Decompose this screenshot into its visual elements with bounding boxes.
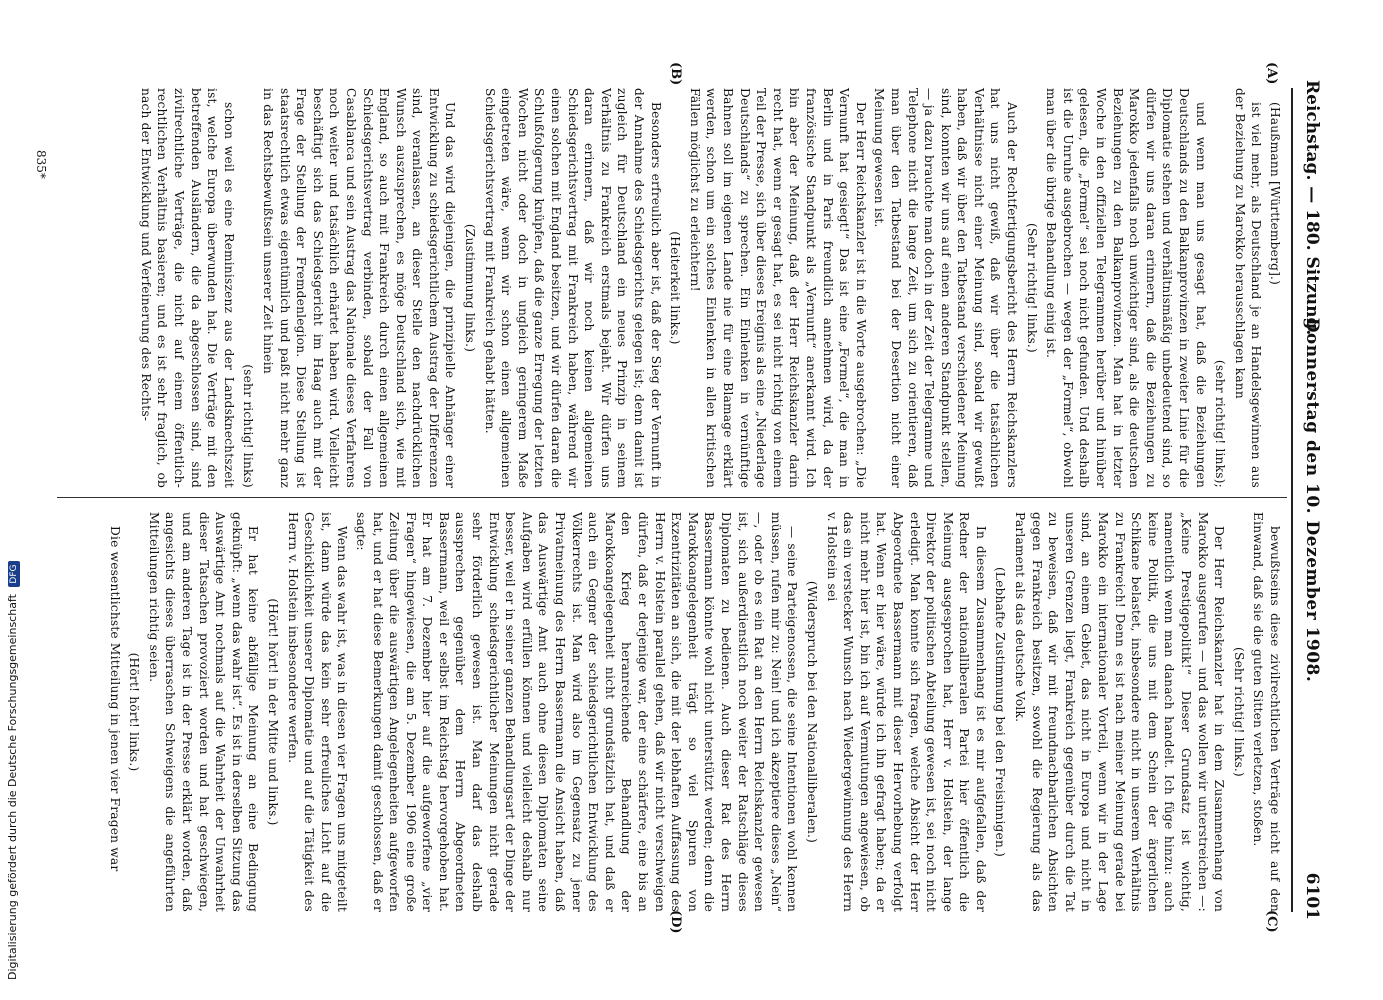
- interjection: (sehr richtig! links): [241, 364, 256, 488]
- page-number: 6101: [1302, 872, 1322, 920]
- column-divider: [57, 497, 1287, 498]
- paragraph: Der Herr Reichskanzler ist in die Worte ausgebrochen: „Die Vernunft hat gesiegt!“ Das ist eine „Formel“, die man in Berlin und in Paris freundlich annehmen wird, da der französische Standpunkt als „Vernunft“ anerkannt wird. Ich bin aber der Meinung, daß der Herr Reichskanzler darin recht hat, wenn er gesagt hat, es sei nicht richtig von einem Teil der Presse, sich über dieses Ereignis als eine „Niederlage Deutschlands“ zu sprechen. Ein Einlenken in vernünftige Bahnen soll im eigenen Lande nie für eine Blamage erklärt werden, schon um ein solches Einlenken in allen kritischen Fällen möglichst zu erleichtern!: [687, 88, 868, 488]
- paragraph: Und das wird diejenigen, die prinzipielle Anhänger einer Entwicklung zu schiedsgerichtlichem Austrag der Differenzen sind, veranlassen, an dieser Stelle den nachdrücklichen Wunsch auszusprechen, es möge Deutschland sich, wie mit England, so auch mit Frankreich durch einen allgemeinen Schiedsgerichtsvertrag verbinden, sobald der Fall von Casablanca und sein Austrag das Nationale dieses Verfahrens noch weiter und tatsächlich erhärtet haben wird. Vielleicht beschäftigt sich das Schiedsgericht im Haag auch mit der Frage der Stellung der Fremdenlegion. Diese Stellung ist staatsrechtlich etwas eigentümlich und paßt nicht mehr ganz in das Rechtsbewußtsein unserer Zeit hinein: [260, 88, 458, 488]
- interjection: (Hört! hört! links.): [127, 652, 142, 772]
- paragraph: Besonders erfreulich aber ist, daß der Sieg der Vernunft in der Annahme des Schiedsgerichts gelegen ist; denn damit ist zugleich für Deutschland ein neues Prinzip in seinem Verhältnis zu Frankreich erstmals bejaht. Wir dürfen uns daran erinnern, daß wir noch keinen allgemeinen Schiedsgerichtsvertrag mit Frankreich haben, während wir einen solchen mit England besitzen, und wir dürfen daran die Schlußfolgerung knüpfen, daß die ganze Erregung der letzten Wochen nicht oder doch in ungleich geringerem Maße eingetreten wäre, wenn wir schon einen allgemeinen Schiedsgerichtsvertrag mit Frankreich gehabt hätten.: [482, 88, 663, 488]
- paragraph: und wenn man uns gesagt hat, daß die Beziehungen Deutschlands zu den Balkanprovinzen in zweiter Linie für die Diplomatie stehen und verhältnismäßig unbedeutend sind, so dürfen wir uns daran erinnern, daß die Beziehungen zu Marokko jedenfalls noch unwichtiger sind, als die deutschen Beziehungen zu den Balkanprovinzen. Man hat in letzter Woche in den offiziellen Telegrammen herüber und hinüber gelesen, die „Formel“ sei noch nicht gefunden. Und deshalb ist die Unruhe ausgebrochen — wegen der „Formel“, obwohl man über die übrige Behandlung einig ist.: [1044, 88, 1208, 488]
- header-rule: [1291, 88, 1293, 912]
- paragraph: Auch der Rechtfertigungsbericht des Herrn Reichskanzlers hat uns nicht gewiß, daß wir über die tatsächlichen Verhältnisse nicht einer Meinung sind, sobald wir gewußt haben, daß wir über den Tatbestand verschiedener Meinung sind, konnten wir uns auf einen anderen Standpunkt stellen, — ja dazu brauchte man doch in der Zeit der Telegramme und Telephone nicht die lange Zeit, um sich zu orientieren, daß man über den Tatbestand bei der Desertion nicht einer Meinung gewesen ist.: [872, 88, 1020, 488]
- interjection: (Sehr richtig! links.): [1024, 223, 1039, 353]
- paragraph: schon weil es eine Reminiszenz aus der Landsknechtszeit ist, welche Europa überwunden hat. Die Verträge mit den betreffenden Ausländern, die da abgeschlossen sind, sind zivilrechtliche Verträge, die nicht auf einem öffentlich-rechtlichen Verhältnis basieren; und es ist sehr fraglich, ob nach der Entwicklung und Verfeinerung des Rechts-: [138, 88, 236, 488]
- interjection: (Sehr richtig! links.): [1231, 647, 1246, 777]
- paragraph: Er hat keine abfällige Meinung an eine Bedingung geknüpft: „wenn das wahr ist“. Es ist in derselben Sitzung das Auswärtige Amt nochmals auf die Wahrheit der Unwahrheit dieser Tatsachen provoziert worden und hat geschwiegen, und am anderen Tage ist in der Presse erklärt worden, daß angesichts dieses überraschen Schweigens die angeführten Mitteilungen richtig seien.: [146, 512, 261, 912]
- header-date: Donnerstag den 10. Dezember 1908.: [1302, 317, 1322, 683]
- interjection: (Hört! hört! in der Mitte und links.): [265, 598, 280, 826]
- paragraph: ist viel mehr, als Deutschland je an Handelsgewinnen aus der Beziehung zu Marokko herausschlagen kann: [1232, 88, 1264, 488]
- margin-marker-a: (A): [1264, 62, 1279, 85]
- interjection: (sehr richtig! links);: [1213, 359, 1228, 488]
- paragraph: Der Herr Reichskanzler hat in dem Zusammenhang von Marokko ausgerufen — und das wollen wir unterstreichen —: „Keine Prestigepolitik!“ Dieser Grundsatz ist wichtig, namentlich wenn man danach handelt. Ich füge hinzu: auch keine Politik, die uns mit dem Schein der ärgerlichen Schikane belastet, insbesondere nicht in unserem Verhältnis zu Frankreich! Denn es ist nach meiner Meinung gerade bei Marokko ein internationaler Vorteil, wenn wir in der Lage sind, an einem Gebiet, das nicht in Europa und nicht in unseren Grenzen liegt, Frankreich gegenüber durch die Tat zu beweisen, daß wir mit freundnachbarlichen Absichten gegen Frankreich besitzen, sowohl die Regierung als das Parlament als das deutsche Volk.: [1013, 512, 1227, 912]
- paragraph: — seine Parteigenossen, die seine Intentionen wohl kennen müssen, rufen mir zu: Nein! und ich akzeptiere dieses „Nein“ —, oder ob es ein Rat an den Herrn Reichskanzler gewesen ist, sich außerdienstlich noch weiter der Ratschläge dieses Diplomaten zu bedienen. Auch dieser Rat des Herrn Bassermann könnte wohl nicht unterstützt werden; denn die Marokkoangelegenheit trägt so viel Spuren von Exzentrizitäten an sich, die mit der lebhaften Auffassung des Herrn v. Holstein parallel gehen, daß wir nicht verschweigen dürfen, daß er derjenige war, der eine schärfere, eine bis an den Krieg heranreichende Behandlung der Marokkoangelegenheit nicht grundsätzlich hat, und daß er auch ein Gegner der schiedsgerichtlichen Entwicklung des Völkerrechts ist. Man wird also im Gegensatz zu jener Privatmeinung des Herrn Bassermann die Ansicht haben, daß das Auswärtige Amt auch ohne diesen Diplomaten seine Aufgaben wird erfüllen können und vielleicht deshalb nur besser, weil er in seiner ganzen Behandlungsart der Dinge der Entwicklung schiedsgerichtlicher Meinungen nicht gerade sehr förderlich gewesen ist. Man darf das deshalb aussprechen gegenüber dem Herrn Abgeordneten Bassermann, weil er selbst im Reichstag hervorgehoben hat. Er hat am 7. Dezember hier auf die aufgeworfene „vier Fragen“ hingewiesen, die am 5. Dezember 1906 eine große Zeitung über die auswärtigen Angelegenheiten aufgeworfen hat, und er hat diese Bemerkungen damit geschlossen, daß er sagte:: [353, 512, 800, 912]
- side-credit-strip: [0, 0, 40, 1000]
- margin-marker-d: (D): [668, 910, 683, 934]
- interjection: (Zustimmung links.): [463, 223, 478, 353]
- digitization-credit: Digitalisierung gefördert durch die Deutsche Forschungsgemeinschaft: [6, 594, 19, 980]
- right-column: [104, 512, 1283, 912]
- margin-marker-b: (B): [668, 62, 683, 86]
- page-header: [1292, 80, 1328, 920]
- interjection: (Lebhafte Zustimmung bei den Freisinnigen.): [993, 566, 1008, 858]
- paragraph: In diesem Zusammenhang ist es mir aufgefallen, daß der Redner der nationalliberalen Partei hier öffentlich die Meinung ausgesprochen hat, Herr v. Holstein, der lange Direktor der politischen Abteilung gewesen ist, sei noch nicht erledigt. Man konnte sich fragen, welche Absicht der Herr Abgeordnete Bassermann mit dieser Hervorhebung verfolgt hat. Wenn er hier wäre, würde ich ihn gefragt haben; da er nicht mehr hier ist, bin ich auf Vermutungen angewiesen, ob das ein verstecker Wunsch nach Wiedergewinnung des Herrn v. Holstein sei: [824, 512, 988, 912]
- margin-marker-c: (C): [1264, 910, 1279, 933]
- left-column: [135, 88, 1283, 488]
- interjection: (Heiterkeit links.): [668, 231, 683, 345]
- paragraph: bewußtseins diese zivilrechtlichen Verträge nicht auf den Einwand, daß sie die guten Sitten verletzen, stoßen.: [1251, 512, 1282, 912]
- paragraph: Wenn das wahr ist, was in diesen vier Fragen uns mitgeteilt ist, dann würde das kein sehr erfreuliches Licht auf die Geschicklichkeit unserer Diplomatie und auf die Tätigkeit des Herrn v. Holstein insbesondere werfen.: [285, 512, 350, 912]
- paragraph: Die wesentlichste Mitteilung in jenen vier Fragen war: [107, 526, 122, 872]
- dfg-logo: DFG: [8, 561, 20, 586]
- sheet-signature: 835*: [34, 150, 48, 179]
- header-left: Reichstag. — 180. Sitzung.: [1302, 80, 1322, 336]
- interjection: (Widerspruch bei den Nationalliberalen.): [804, 580, 819, 844]
- paragraph: (Haußmann [Württemberg].): [1268, 102, 1282, 286]
